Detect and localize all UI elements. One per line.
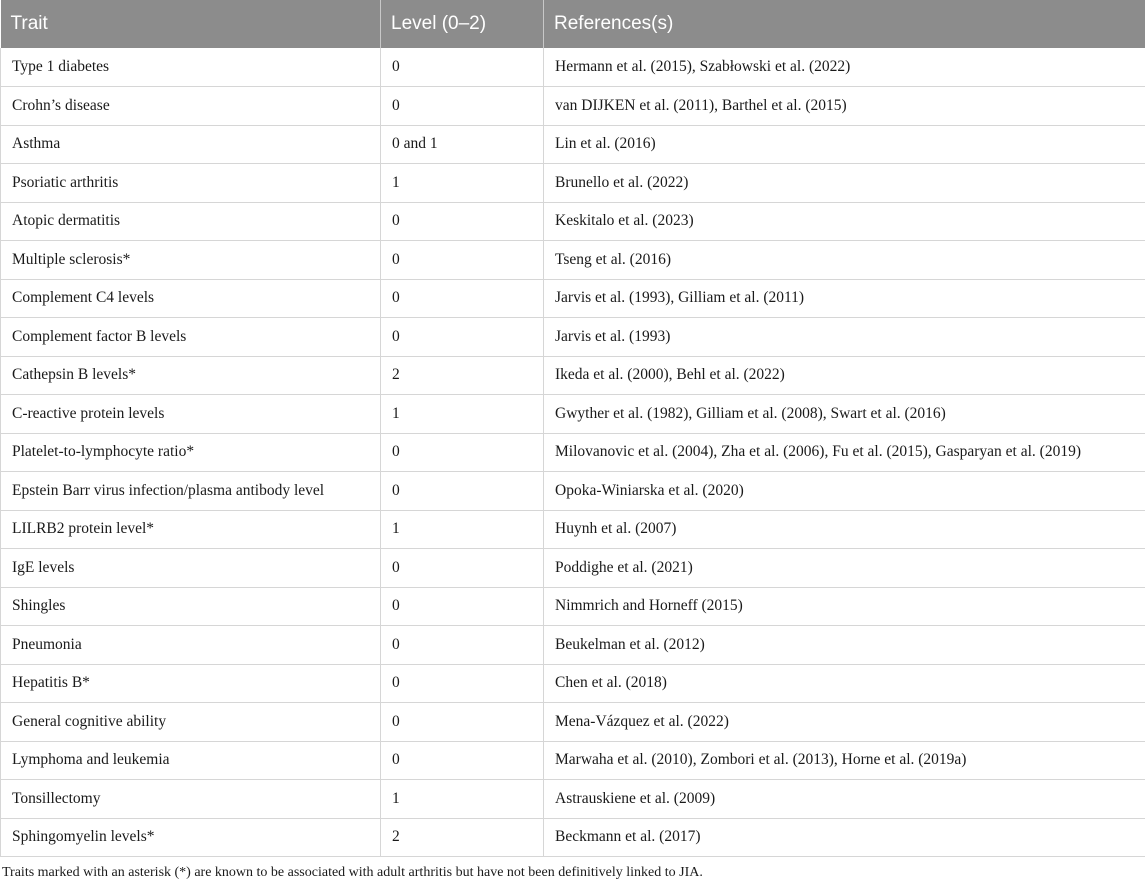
table-row [1,164,1145,203]
table-row [1,279,1145,318]
table-row [1,395,1145,434]
cell-references: Lin et al. (2016) [544,125,1145,164]
header-row [1,0,1145,48]
cell-trait: Sphingomyelin levels* [1,818,381,857]
table-row [1,587,1145,626]
cell-level: 1 [381,395,544,434]
cell-level: 0 [381,549,544,588]
cell-level: 0 and 1 [381,125,544,164]
cell-trait: Cathepsin B levels* [1,356,381,395]
table-header [1,0,1145,48]
cell-references: Gwyther et al. (1982), Gilliam et al. (2008), Swart et al. (2016) [544,395,1145,434]
cell-level: 0 [381,472,544,511]
cell-trait: Multiple sclerosis* [1,241,381,280]
table-footnote: Traits marked with an asterisk (*) are known to be associated with adult arthritis but have not been definitively linked to JIA. [2,865,703,880]
cell-references: Brunello et al. (2022) [544,164,1145,203]
cell-references: van DIJKEN et al. (2011), Barthel et al. (2015) [544,87,1145,126]
cell-level: 0 [381,241,544,280]
table-row [1,241,1145,280]
cell-trait: Complement C4 levels [1,279,381,318]
table-row [1,664,1145,703]
cell-references: Ikeda et al. (2000), Behl et al. (2022) [544,356,1145,395]
cell-level: 0 [381,741,544,780]
table-row [1,741,1145,780]
table-row [1,472,1145,511]
cell-references: Mena-Vázquez et al. (2022) [544,703,1145,742]
header-level: Level (0–2) [381,0,544,48]
table-row [1,48,1145,87]
table-row [1,125,1145,164]
header-trait: Trait [1,0,381,48]
cell-references: Beukelman et al. (2012) [544,626,1145,665]
table-row [1,780,1145,819]
cell-trait: C-reactive protein levels [1,395,381,434]
cell-references: Nimmrich and Horneff (2015) [544,587,1145,626]
cell-level: 0 [381,626,544,665]
table-row [1,318,1145,357]
cell-references: Milovanovic et al. (2004), Zha et al. (2006), Fu et al. (2015), Gasparyan et al. (2019) [544,433,1145,472]
cell-references: Jarvis et al. (1993) [544,318,1145,357]
cell-level: 1 [381,510,544,549]
table-row [1,356,1145,395]
cell-references: Chen et al. (2018) [544,664,1145,703]
cell-trait: Type 1 diabetes [1,48,381,87]
cell-level: 0 [381,587,544,626]
table-row [1,818,1145,857]
cell-references: Opoka-Winiarska et al. (2020) [544,472,1145,511]
cell-trait: Tonsillectomy [1,780,381,819]
cell-references: Poddighe et al. (2021) [544,549,1145,588]
cell-level: 0 [381,279,544,318]
cell-level: 0 [381,202,544,241]
table-row [1,433,1145,472]
cell-trait: General cognitive ability [1,703,381,742]
cell-references: Marwaha et al. (2010), Zombori et al. (2013), Horne et al. (2019a) [544,741,1145,780]
cell-trait: Crohn’s disease [1,87,381,126]
cell-level: 0 [381,664,544,703]
cell-trait: Psoriatic arthritis [1,164,381,203]
cell-trait: Pneumonia [1,626,381,665]
cell-references: Beckmann et al. (2017) [544,818,1145,857]
cell-references: Tseng et al. (2016) [544,241,1145,280]
cell-trait: Asthma [1,125,381,164]
cell-trait: Lymphoma and leukemia [1,741,381,780]
cell-references: Keskitalo et al. (2023) [544,202,1145,241]
table-row [1,510,1145,549]
cell-level: 2 [381,818,544,857]
table-body [1,48,1145,857]
cell-references: Huynh et al. (2007) [544,510,1145,549]
table-row [1,626,1145,665]
cell-level: 0 [381,318,544,357]
cell-level: 0 [381,87,544,126]
cell-trait: Hepatitis B* [1,664,381,703]
cell-references: Jarvis et al. (1993), Gilliam et al. (2011) [544,279,1145,318]
cell-references: Astrauskiene et al. (2009) [544,780,1145,819]
cell-trait: Epstein Barr virus infection/plasma antibody level [1,472,381,511]
cell-level: 0 [381,48,544,87]
cell-trait: Complement factor B levels [1,318,381,357]
cell-level: 2 [381,356,544,395]
cell-trait: LILRB2 protein level* [1,510,381,549]
table-row [1,703,1145,742]
header-references: References(s) [544,0,1145,48]
cell-level: 1 [381,164,544,203]
table-row [1,202,1145,241]
cell-trait: IgE levels [1,549,381,588]
table-row [1,549,1145,588]
cell-level: 1 [381,780,544,819]
table-row [1,87,1145,126]
cell-level: 0 [381,433,544,472]
cell-trait: Shingles [1,587,381,626]
cell-level: 0 [381,703,544,742]
cell-references: Hermann et al. (2015), Szabłowski et al. (2022) [544,48,1145,87]
cell-trait: Atopic dermatitis [1,202,381,241]
cell-trait: Platelet-to-lymphocyte ratio* [1,433,381,472]
